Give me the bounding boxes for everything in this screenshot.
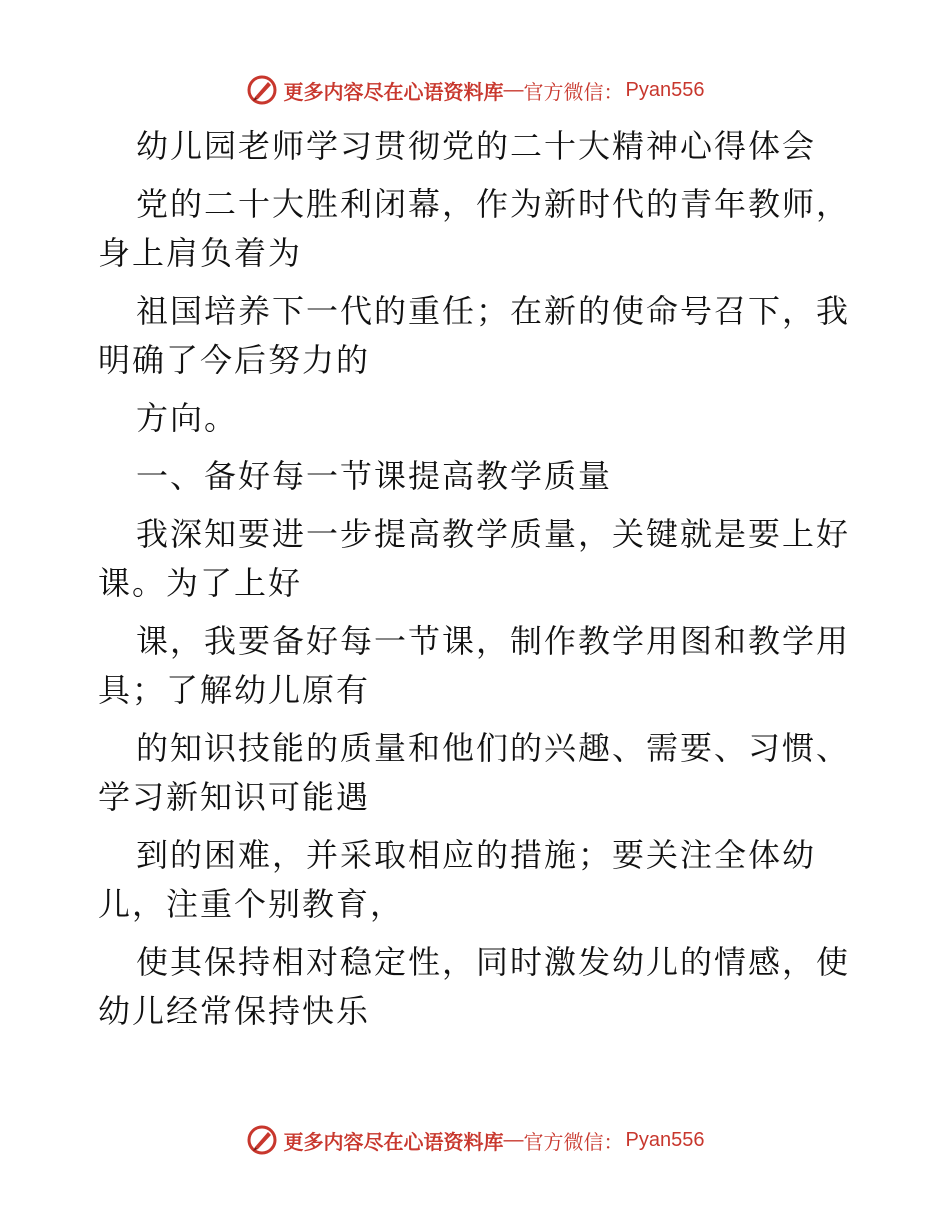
paragraph-line: 学习新知识可能遇: [98, 778, 371, 816]
paragraph-line: 课，我要备好每一节课，制作教学用图和教学用: [136, 622, 851, 660]
paragraph-line: 使其保持相对稳定性，同时激发幼儿的情感，使: [136, 943, 851, 981]
quill-logo-icon: [246, 1124, 278, 1156]
watermark-handle: Pyan556: [625, 78, 705, 101]
document-body: [98, 122, 858, 1036]
watermark-banner-top: [0, 70, 950, 110]
paragraph-line: 祖国培养下一代的重任；在新的使命号召下，我: [136, 292, 851, 330]
document-title: 幼儿园老师学习贯彻党的二十大精神心得体会: [136, 127, 817, 165]
paragraph-line: 幼儿经常保持快乐: [98, 992, 371, 1030]
paragraph-line: 党的二十大胜利闭幕，作为新时代的青年教师，: [136, 185, 851, 223]
paragraph-line: 明确了今后努力的: [98, 341, 371, 379]
quill-logo-icon: [246, 74, 278, 106]
watermark-wechat-label: 官方微信：: [523, 1129, 624, 1154]
watermark-banner-bottom: [0, 1120, 950, 1160]
watermark-separator: —: [503, 78, 524, 101]
paragraph-line: 方向。: [136, 399, 239, 437]
paragraph-line: 到的困难，并采取相应的措施；要关注全体幼: [136, 836, 817, 874]
paragraph-line: 课。为了上好: [98, 564, 303, 602]
paragraph-line: 身上肩负着为: [98, 234, 303, 272]
paragraph-line: 的知识技能的质量和他们的兴趣、需要、习惯、: [136, 729, 851, 767]
watermark-brand-text: 更多内容尽在心语资料库: [283, 79, 504, 104]
paragraph-line: 我深知要进一步提高教学质量，关键就是要上好: [136, 515, 851, 553]
watermark-wechat-label: 官方微信：: [523, 79, 624, 104]
watermark-brand-text: 更多内容尽在心语资料库: [283, 1129, 504, 1154]
paragraph-line: 具；了解幼儿原有: [98, 671, 371, 709]
watermark-handle: Pyan556: [625, 1128, 705, 1151]
watermark-separator: —: [503, 1128, 524, 1151]
paragraph-line: 儿，注重个别教育，: [98, 885, 405, 923]
section-heading: 一、备好每一节课提高教学质量: [136, 457, 613, 495]
